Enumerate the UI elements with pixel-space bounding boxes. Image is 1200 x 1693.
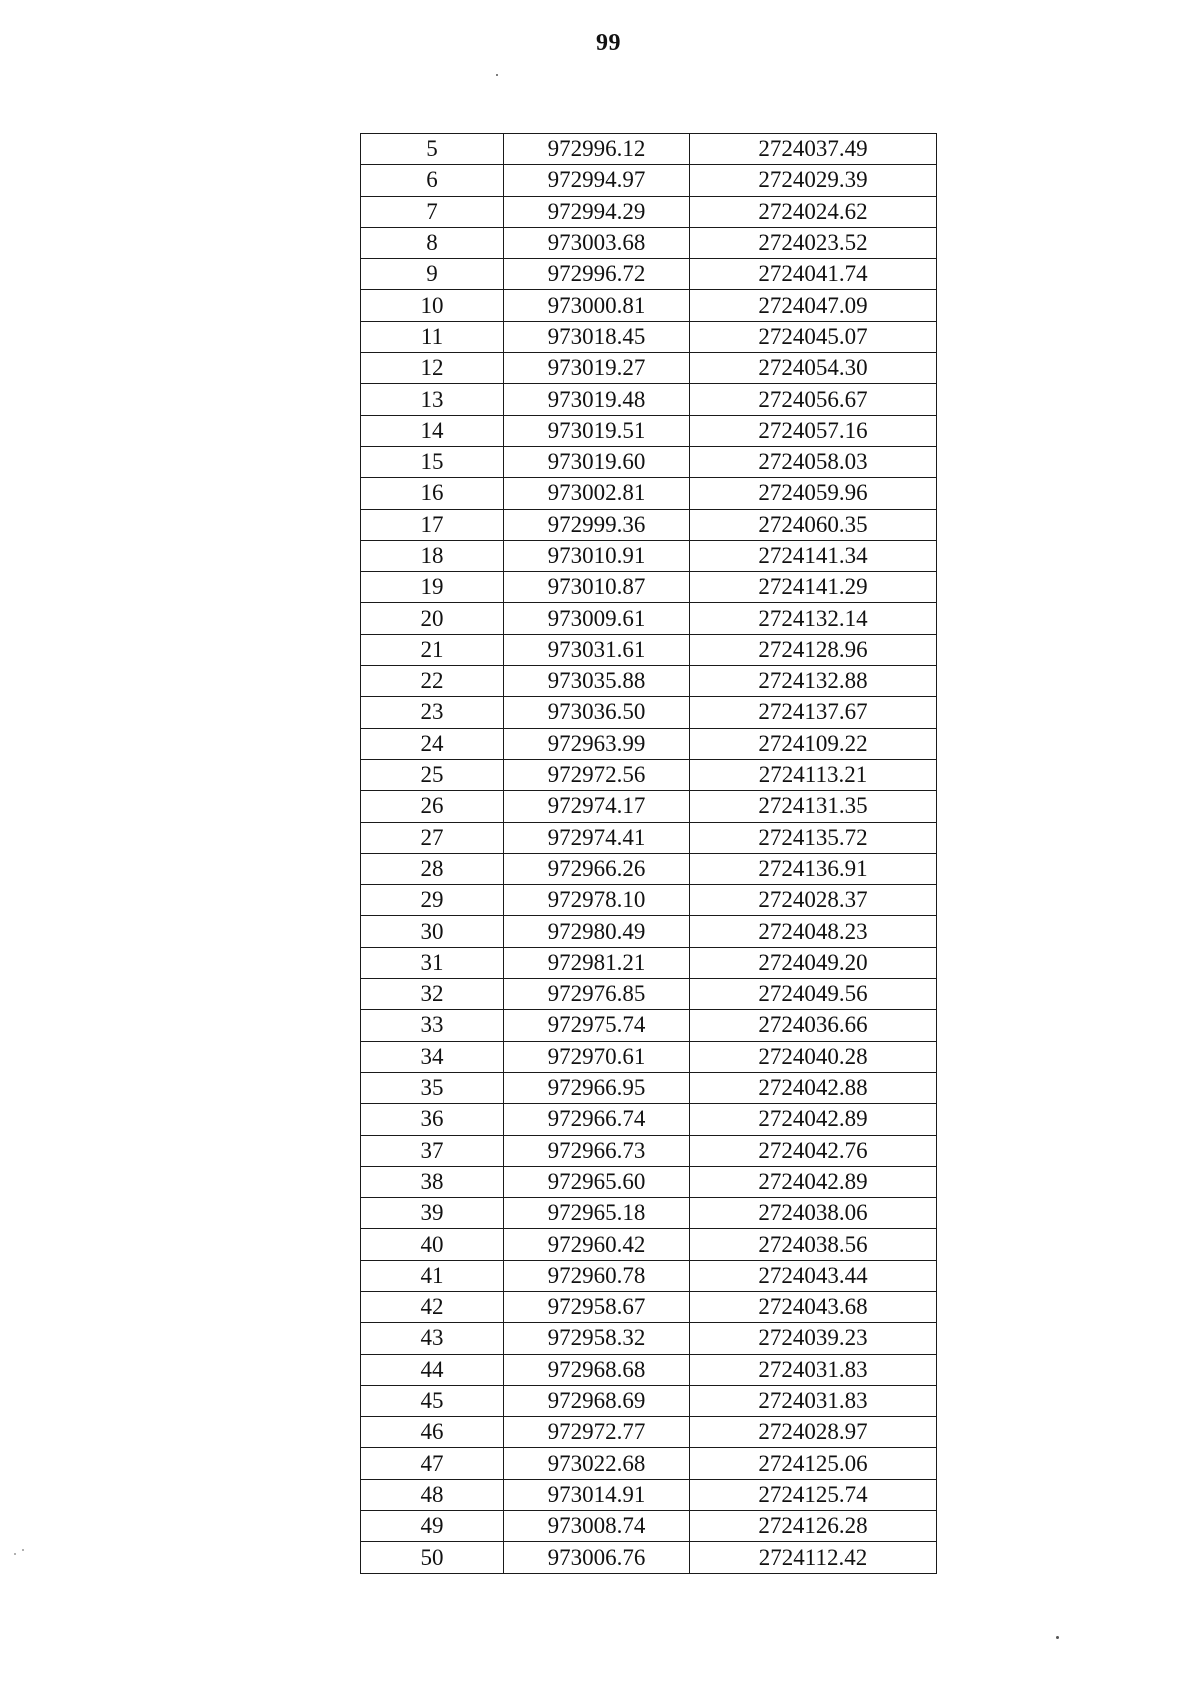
table-row xyxy=(361,916,937,947)
y-coordinate-cell: 2724031.83 xyxy=(690,1385,937,1416)
table-row xyxy=(361,853,937,884)
coordinates-table-body xyxy=(361,134,937,1574)
x-coordinate-cell: 973019.51 xyxy=(504,415,690,446)
point-number-cell: 50 xyxy=(361,1542,504,1573)
scan-speck xyxy=(14,1553,16,1555)
x-coordinate-cell: 972970.61 xyxy=(504,1041,690,1072)
point-number-cell: 12 xyxy=(361,353,504,384)
point-number-cell: 42 xyxy=(361,1291,504,1322)
table-row xyxy=(361,1448,937,1479)
y-coordinate-cell: 2724057.16 xyxy=(690,415,937,446)
y-coordinate-cell: 2724042.89 xyxy=(690,1166,937,1197)
point-number-cell: 8 xyxy=(361,227,504,258)
y-coordinate-cell: 2724038.56 xyxy=(690,1229,937,1260)
y-coordinate-cell: 2724037.49 xyxy=(690,134,937,165)
y-coordinate-cell: 2724126.28 xyxy=(690,1511,937,1542)
point-number-cell: 49 xyxy=(361,1511,504,1542)
x-coordinate-cell: 972976.85 xyxy=(504,979,690,1010)
y-coordinate-cell: 2724042.76 xyxy=(690,1135,937,1166)
table-row xyxy=(361,1104,937,1135)
table-row xyxy=(361,634,937,665)
y-coordinate-cell: 2724024.62 xyxy=(690,196,937,227)
table-row xyxy=(361,290,937,321)
point-number-cell: 44 xyxy=(361,1354,504,1385)
y-coordinate-cell: 2724049.56 xyxy=(690,979,937,1010)
x-coordinate-cell: 972996.12 xyxy=(504,134,690,165)
y-coordinate-cell: 2724136.91 xyxy=(690,853,937,884)
scan-speck xyxy=(22,1549,24,1551)
point-number-cell: 37 xyxy=(361,1135,504,1166)
x-coordinate-cell: 972996.72 xyxy=(504,259,690,290)
point-number-cell: 7 xyxy=(361,196,504,227)
table-row xyxy=(361,321,937,352)
point-number-cell: 6 xyxy=(361,165,504,196)
x-coordinate-cell: 972966.95 xyxy=(504,1072,690,1103)
y-coordinate-cell: 2724043.68 xyxy=(690,1291,937,1322)
x-coordinate-cell: 973019.27 xyxy=(504,353,690,384)
y-coordinate-cell: 2724042.88 xyxy=(690,1072,937,1103)
y-coordinate-cell: 2724036.66 xyxy=(690,1010,937,1041)
y-coordinate-cell: 2724028.97 xyxy=(690,1417,937,1448)
x-coordinate-cell: 972968.68 xyxy=(504,1354,690,1385)
y-coordinate-cell: 2724058.03 xyxy=(690,446,937,477)
point-number-cell: 48 xyxy=(361,1479,504,1510)
y-coordinate-cell: 2724137.67 xyxy=(690,697,937,728)
table-row xyxy=(361,1198,937,1229)
point-number-cell: 5 xyxy=(361,134,504,165)
table-row xyxy=(361,1417,937,1448)
point-number-cell: 46 xyxy=(361,1417,504,1448)
y-coordinate-cell: 2724125.06 xyxy=(690,1448,937,1479)
x-coordinate-cell: 973010.87 xyxy=(504,572,690,603)
y-coordinate-cell: 2724029.39 xyxy=(690,165,937,196)
x-coordinate-cell: 973009.61 xyxy=(504,603,690,634)
y-coordinate-cell: 2724042.89 xyxy=(690,1104,937,1135)
table-row xyxy=(361,1135,937,1166)
table-row xyxy=(361,1041,937,1072)
point-number-cell: 14 xyxy=(361,415,504,446)
table-row xyxy=(361,1385,937,1416)
y-coordinate-cell: 2724041.74 xyxy=(690,259,937,290)
table-row xyxy=(361,979,937,1010)
point-number-cell: 41 xyxy=(361,1260,504,1291)
y-coordinate-cell: 2724031.83 xyxy=(690,1354,937,1385)
x-coordinate-cell: 972968.69 xyxy=(504,1385,690,1416)
table-row xyxy=(361,666,937,697)
point-number-cell: 25 xyxy=(361,759,504,790)
y-coordinate-cell: 2724059.96 xyxy=(690,478,937,509)
table-row xyxy=(361,822,937,853)
point-number-cell: 32 xyxy=(361,979,504,1010)
point-number-cell: 16 xyxy=(361,478,504,509)
table-row xyxy=(361,759,937,790)
point-number-cell: 30 xyxy=(361,916,504,947)
x-coordinate-cell: 972975.74 xyxy=(504,1010,690,1041)
table-row xyxy=(361,509,937,540)
point-number-cell: 39 xyxy=(361,1198,504,1229)
table-row xyxy=(361,947,937,978)
x-coordinate-cell: 972980.49 xyxy=(504,916,690,947)
x-coordinate-cell: 972978.10 xyxy=(504,885,690,916)
y-coordinate-cell: 2724054.30 xyxy=(690,353,937,384)
x-coordinate-cell: 972960.42 xyxy=(504,1229,690,1260)
table-row xyxy=(361,1479,937,1510)
y-coordinate-cell: 2724040.28 xyxy=(690,1041,937,1072)
x-coordinate-cell: 972963.99 xyxy=(504,728,690,759)
x-coordinate-cell: 973010.91 xyxy=(504,540,690,571)
y-coordinate-cell: 2724049.20 xyxy=(690,947,937,978)
point-number-cell: 29 xyxy=(361,885,504,916)
y-coordinate-cell: 2724045.07 xyxy=(690,321,937,352)
scan-speck xyxy=(1056,1636,1059,1639)
x-coordinate-cell: 972972.56 xyxy=(504,759,690,790)
point-number-cell: 26 xyxy=(361,791,504,822)
point-number-cell: 18 xyxy=(361,540,504,571)
scan-speck xyxy=(496,74,498,76)
table-row xyxy=(361,259,937,290)
x-coordinate-cell: 972966.74 xyxy=(504,1104,690,1135)
table-row xyxy=(361,1166,937,1197)
x-coordinate-cell: 973014.91 xyxy=(504,1479,690,1510)
y-coordinate-cell: 2724023.52 xyxy=(690,227,937,258)
y-coordinate-cell: 2724112.42 xyxy=(690,1542,937,1573)
y-coordinate-cell: 2724028.37 xyxy=(690,885,937,916)
x-coordinate-cell: 973022.68 xyxy=(504,1448,690,1479)
y-coordinate-cell: 2724039.23 xyxy=(690,1323,937,1354)
table-row xyxy=(361,885,937,916)
x-coordinate-cell: 972994.29 xyxy=(504,196,690,227)
x-coordinate-cell: 972958.32 xyxy=(504,1323,690,1354)
point-number-cell: 34 xyxy=(361,1041,504,1072)
table-row xyxy=(361,572,937,603)
y-coordinate-cell: 2724060.35 xyxy=(690,509,937,540)
y-coordinate-cell: 2724043.44 xyxy=(690,1260,937,1291)
x-coordinate-cell: 972966.26 xyxy=(504,853,690,884)
table-row xyxy=(361,1291,937,1322)
coordinates-table xyxy=(360,133,937,1574)
y-coordinate-cell: 2724125.74 xyxy=(690,1479,937,1510)
point-number-cell: 47 xyxy=(361,1448,504,1479)
point-number-cell: 23 xyxy=(361,697,504,728)
point-number-cell: 43 xyxy=(361,1323,504,1354)
x-coordinate-cell: 972965.60 xyxy=(504,1166,690,1197)
table-row xyxy=(361,478,937,509)
point-number-cell: 45 xyxy=(361,1385,504,1416)
x-coordinate-cell: 973019.48 xyxy=(504,384,690,415)
point-number-cell: 38 xyxy=(361,1166,504,1197)
table-row xyxy=(361,1511,937,1542)
x-coordinate-cell: 973003.68 xyxy=(504,227,690,258)
y-coordinate-cell: 2724131.35 xyxy=(690,791,937,822)
table-row xyxy=(361,1072,937,1103)
x-coordinate-cell: 973008.74 xyxy=(504,1511,690,1542)
y-coordinate-cell: 2724113.21 xyxy=(690,759,937,790)
x-coordinate-cell: 973031.61 xyxy=(504,634,690,665)
y-coordinate-cell: 2724128.96 xyxy=(690,634,937,665)
point-number-cell: 36 xyxy=(361,1104,504,1135)
table-row xyxy=(361,728,937,759)
y-coordinate-cell: 2724141.29 xyxy=(690,572,937,603)
table-row xyxy=(361,697,937,728)
y-coordinate-cell: 2724109.22 xyxy=(690,728,937,759)
table-row xyxy=(361,540,937,571)
point-number-cell: 15 xyxy=(361,446,504,477)
x-coordinate-cell: 972966.73 xyxy=(504,1135,690,1166)
table-row xyxy=(361,227,937,258)
point-number-cell: 40 xyxy=(361,1229,504,1260)
x-coordinate-cell: 972974.41 xyxy=(504,822,690,853)
x-coordinate-cell: 973002.81 xyxy=(504,478,690,509)
table-row xyxy=(361,1542,937,1573)
table-row xyxy=(361,791,937,822)
point-number-cell: 10 xyxy=(361,290,504,321)
x-coordinate-cell: 973035.88 xyxy=(504,666,690,697)
x-coordinate-cell: 972965.18 xyxy=(504,1198,690,1229)
x-coordinate-cell: 972960.78 xyxy=(504,1260,690,1291)
table-row xyxy=(361,1260,937,1291)
x-coordinate-cell: 973000.81 xyxy=(504,290,690,321)
table-row xyxy=(361,1010,937,1041)
x-coordinate-cell: 973019.60 xyxy=(504,446,690,477)
y-coordinate-cell: 2724135.72 xyxy=(690,822,937,853)
y-coordinate-cell: 2724056.67 xyxy=(690,384,937,415)
point-number-cell: 21 xyxy=(361,634,504,665)
point-number-cell: 24 xyxy=(361,728,504,759)
table-row xyxy=(361,196,937,227)
table-row xyxy=(361,165,937,196)
y-coordinate-cell: 2724038.06 xyxy=(690,1198,937,1229)
x-coordinate-cell: 972981.21 xyxy=(504,947,690,978)
point-number-cell: 11 xyxy=(361,321,504,352)
x-coordinate-cell: 972999.36 xyxy=(504,509,690,540)
x-coordinate-cell: 972972.77 xyxy=(504,1417,690,1448)
table-row xyxy=(361,1323,937,1354)
x-coordinate-cell: 972958.67 xyxy=(504,1291,690,1322)
y-coordinate-cell: 2724047.09 xyxy=(690,290,937,321)
point-number-cell: 31 xyxy=(361,947,504,978)
page-number: 99 xyxy=(596,30,621,56)
x-coordinate-cell: 973018.45 xyxy=(504,321,690,352)
table-row xyxy=(361,415,937,446)
point-number-cell: 35 xyxy=(361,1072,504,1103)
table-row xyxy=(361,603,937,634)
y-coordinate-cell: 2724132.14 xyxy=(690,603,937,634)
point-number-cell: 17 xyxy=(361,509,504,540)
x-coordinate-cell: 973036.50 xyxy=(504,697,690,728)
y-coordinate-cell: 2724048.23 xyxy=(690,916,937,947)
point-number-cell: 22 xyxy=(361,666,504,697)
x-coordinate-cell: 972994.97 xyxy=(504,165,690,196)
point-number-cell: 33 xyxy=(361,1010,504,1041)
point-number-cell: 9 xyxy=(361,259,504,290)
point-number-cell: 20 xyxy=(361,603,504,634)
table-row xyxy=(361,446,937,477)
table-row xyxy=(361,1354,937,1385)
x-coordinate-cell: 972974.17 xyxy=(504,791,690,822)
y-coordinate-cell: 2724132.88 xyxy=(690,666,937,697)
table-row xyxy=(361,134,937,165)
table-row xyxy=(361,353,937,384)
table-row xyxy=(361,1229,937,1260)
point-number-cell: 19 xyxy=(361,572,504,603)
y-coordinate-cell: 2724141.34 xyxy=(690,540,937,571)
point-number-cell: 28 xyxy=(361,853,504,884)
x-coordinate-cell: 973006.76 xyxy=(504,1542,690,1573)
point-number-cell: 13 xyxy=(361,384,504,415)
table-row xyxy=(361,384,937,415)
point-number-cell: 27 xyxy=(361,822,504,853)
